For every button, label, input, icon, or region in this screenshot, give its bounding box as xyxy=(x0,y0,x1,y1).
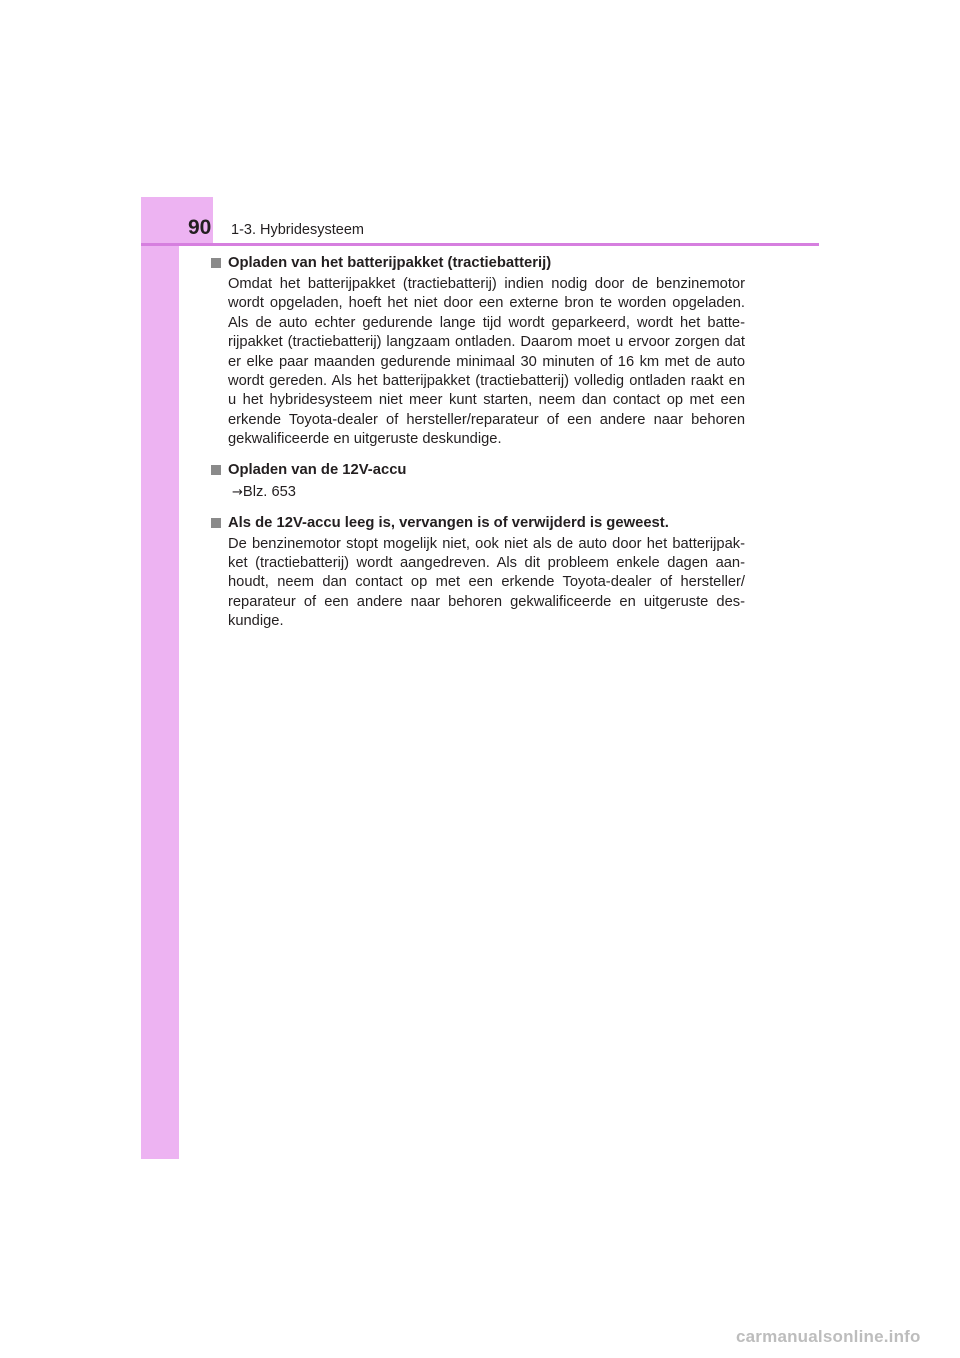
square-bullet-icon xyxy=(211,465,221,475)
watermark-logo: carmanualsonline.info xyxy=(736,1327,921,1346)
section-title: 1-3. Hybridesysteem xyxy=(231,222,364,238)
heading-text: Opladen van de 12V-accu xyxy=(228,461,407,478)
section-body: De benzinemotor stopt mogelijk niet, ook niet als de auto door het batterijpak-ket (tractiebatterij) wordt aangedreven. Als dit probleem enkele dagen aan-houdt, neem dan contact op met een erkende Toyota-dealer of hersteller/ reparateur of een andere naar behoren gekwalificeerde en uitgeruste des-kundige. xyxy=(228,535,745,630)
section-charging-traction-battery xyxy=(210,253,745,450)
section-12v-battery-discharged xyxy=(210,513,745,632)
header-rule xyxy=(141,243,819,246)
square-bullet-icon xyxy=(211,518,221,528)
heading-text: Opladen van het batterijpakket (tractiebatterij) xyxy=(228,255,552,271)
section-heading xyxy=(210,513,745,533)
section-heading xyxy=(210,253,745,273)
heading-text: Als de 12V-accu leeg is, vervangen is of verwijderd is geweest. xyxy=(228,514,669,531)
section-charging-12v-battery xyxy=(210,460,745,503)
page-number: 90 xyxy=(188,216,212,239)
page-content xyxy=(210,253,745,632)
section-body: Omdat het batterijpakket (tractiebatterij) indien nodig door de benzinemotor wordt opgeladen, hoeft het niet door een externe bron te worden opgeladen. Als de auto echter gedurende lange tijd wordt geparkeerd, wordt het batte-rijpakket (tractiebatterij) langzaam ontladen. Daarom moet u ervoor zorgen dat er elke paar maanden gedurende minimaal 30 minuten of 16 km met de auto wordt gereden. Als het batterijpakket (tractiebatterij) volledig ontladen raakt en u het hybridesysteem niet meer kunt starten, neem dan contact op met een erkende Toyota-dealer of hersteller/reparateur of een andere naar behoren gekwalificeerde en uitgeruste deskundige. xyxy=(228,276,745,448)
side-color-strip xyxy=(141,197,179,1159)
page-reference[interactable] xyxy=(228,482,745,503)
page-reference-text: Blz. 653 xyxy=(242,483,296,500)
section-heading xyxy=(210,460,745,480)
square-bullet-icon xyxy=(211,258,221,268)
arrow-right-icon: → xyxy=(232,484,243,500)
